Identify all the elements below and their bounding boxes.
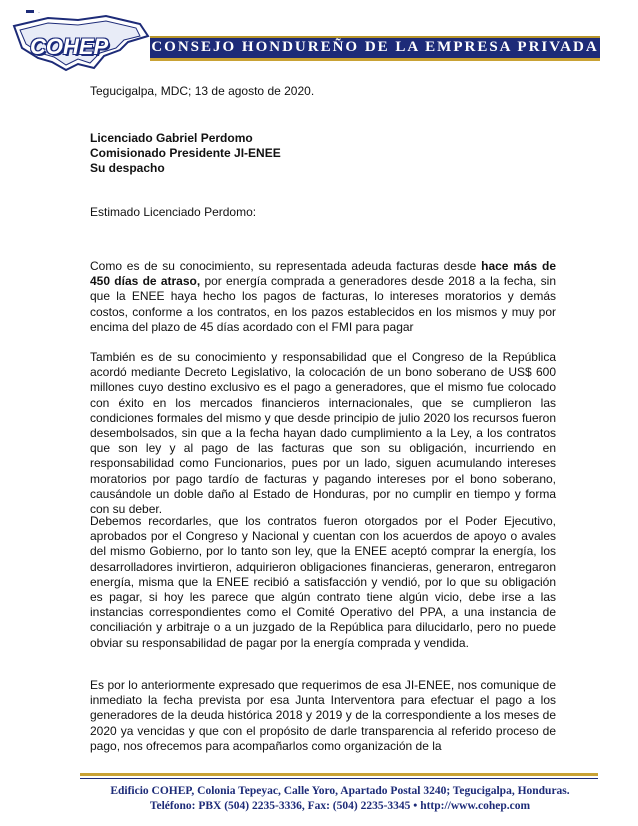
footer-gold-rule bbox=[80, 773, 598, 776]
paragraph-1 bbox=[90, 259, 556, 335]
paragraph-1-text-b: por energía comprada a generadores desde 2018 a la fecha, sin que la ENEE haya hecho los pagos de facturas, lo intereses moratorios y demás costos, conforme a los contratos, en los pazos establecidos en los mismos y muy por encima del plazo de 45 días acordado con el FMI para pagar bbox=[90, 274, 556, 334]
footer-phone: Teléfono: PBX (504) 2235-3336, Fax: (504) 2235-3345 • http://www.cohep.com bbox=[149, 800, 531, 812]
paragraph-4: Es por lo anteriormente expresado que requerimos de esa JI-ENEE, nos comunique de inmediato la fecha prevista por esa Junta Interventora para efectuar el pago a los generadores de la deuda histórica 2018 y 2019 y de la correspondiente a los meses de 2020 ya vencidas y que con el propósito de darle transparencia al referido proceso de pago, nos ofrecemos para acompañarlos como organización de la bbox=[90, 678, 556, 753]
salutation: Estimado Licenciado Perdomo: bbox=[90, 205, 257, 219]
paragraph-2: También es de su conocimiento y responsabilidad que el Congreso de la República acordó mediante Decreto Legislativo, la colocación de un bono soberano de US$ 600 millones cuyo destino exclusivo es el pago a generadores, que el mismo fue colocado con éxito en los mercados financieros internacionales, que se cumplieron las condiciones formales del mismo y que desde principio de julio 2020 los recursos fueron desembolsados, sin que a la fecha hayan dado cumplimiento a la Ley, a los contratos que son ley y al pago de las facturas que son su obligación, incurriendo en responsabilidad como Funcionarios, pues por un lado, siguen acumulando intereses moratorios por pago tardío de facturas y pagando intereses por el bono soberano, causándole un doble daño al Estado de Honduras, por no cumplir en tiempo y forma con su deber. bbox=[90, 350, 556, 517]
footer-navy-rule bbox=[80, 778, 598, 779]
organization-name: CONSEJO HONDUREÑO DE LA EMPRESA PRIVADA bbox=[151, 39, 599, 55]
letterhead bbox=[0, 0, 638, 80]
recipient-name: Licenciado Gabriel Perdomo bbox=[90, 131, 253, 145]
paragraph-1-text-a: Como es de su conocimiento, su representada adeuda facturas desde bbox=[90, 259, 482, 273]
footer-address: Edificio COHEP, Colonia Tepeyac, Calle Yoro, Apartado Postal 3240; Tegucigalpa, Honduras. bbox=[110, 785, 570, 797]
recipient-office: Su despacho bbox=[90, 161, 165, 175]
svg-text:·: · bbox=[38, 10, 40, 16]
organization-banner bbox=[150, 36, 600, 58]
header-gold-rule bbox=[150, 58, 600, 61]
recipient-block bbox=[90, 131, 281, 176]
paragraph-3: Debemos recordarles, que los contratos fueron otorgados por el Poder Ejecutivo, aprobados por el Congreso y Nacional y cuentan con los acuerdos de apoyo o avales del mismo Gobierno, por lo tanto son ley, que la ENEE aceptó comprar la energía, los desarrolladores invirtieron, adquirieron obligaciones financieras, generaron, entregaron energía, misma que la ENEE recibió a satisfacción y vendió, por lo que su obligación es pagar, si hoy les parece que algún contrato tiene algún vicio, debe irse a las instancias correspondientes como el Comité Operativo del PPA, a una instancia de conciliación y arbitraje o a un juzgado de la República para dilucidarlo, pero no puede obviar su responsabilidad de pagar por la energía comprada y vendida. bbox=[90, 514, 556, 650]
letter-date: Tegucigalpa, MDC; 13 de agosto de 2020. bbox=[90, 84, 315, 98]
paragraph-1-bold: hace más de 450 días de atraso, bbox=[90, 259, 556, 289]
logo-wordmark: COHEP bbox=[30, 34, 109, 59]
recipient-title: Comisionado Presidente JI-ENEE bbox=[90, 146, 281, 160]
footer-contact bbox=[70, 784, 610, 814]
cohep-logo bbox=[8, 6, 158, 76]
